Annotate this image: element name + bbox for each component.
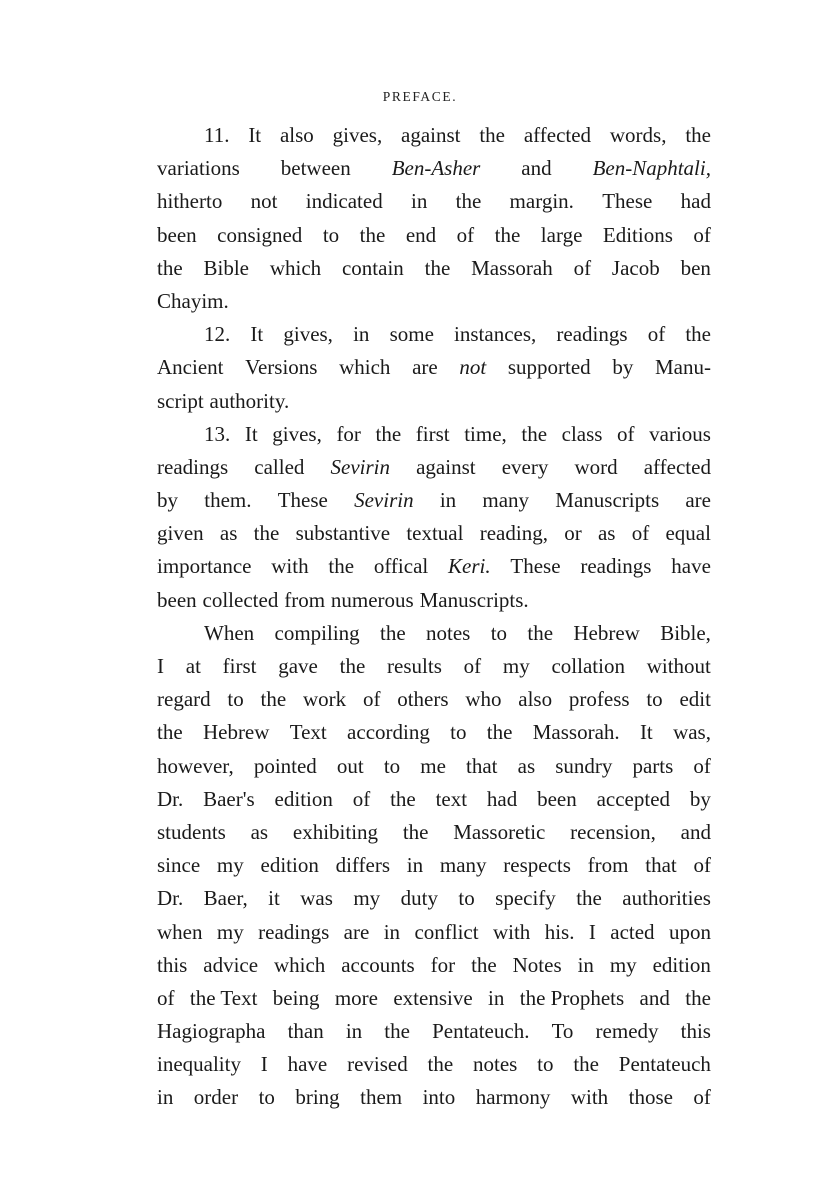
word: who bbox=[465, 687, 502, 712]
word: margin. bbox=[509, 189, 574, 214]
word: in bbox=[345, 1019, 363, 1044]
word: the bbox=[527, 620, 554, 645]
word: text bbox=[435, 786, 468, 811]
word: into bbox=[422, 1085, 456, 1110]
word: my bbox=[216, 853, 244, 878]
word: my bbox=[502, 654, 530, 678]
word: Sevirin bbox=[354, 488, 414, 513]
word: sundry bbox=[555, 753, 613, 778]
word: Dr. bbox=[157, 886, 184, 911]
word: Ben-Asher bbox=[391, 156, 481, 181]
word: It bbox=[248, 123, 262, 147]
word: than bbox=[287, 1019, 324, 1044]
word: I bbox=[260, 1052, 268, 1077]
text-line bbox=[157, 385, 711, 418]
word: Massorah. bbox=[532, 720, 620, 745]
word: specify bbox=[495, 886, 556, 911]
word: edition bbox=[274, 786, 333, 811]
text-line bbox=[157, 1048, 711, 1081]
word: regard bbox=[157, 687, 211, 712]
word: Bible bbox=[203, 255, 249, 280]
word: Ben-Naphtali, bbox=[592, 156, 711, 181]
word: to bbox=[646, 687, 663, 712]
word: offical bbox=[373, 554, 429, 579]
word: many bbox=[439, 853, 487, 878]
text-line bbox=[157, 418, 711, 451]
word: the bbox=[479, 123, 505, 147]
word: from bbox=[587, 853, 629, 878]
word: 12. bbox=[204, 322, 231, 347]
word: which bbox=[339, 355, 391, 380]
word: the bbox=[424, 255, 451, 280]
word: advice bbox=[203, 952, 259, 977]
body-text bbox=[157, 119, 711, 1115]
word: edit bbox=[679, 687, 711, 712]
word: his. bbox=[544, 919, 575, 944]
word: large bbox=[540, 222, 583, 247]
word: differs bbox=[335, 853, 391, 878]
word: and bbox=[639, 985, 670, 1010]
word: which bbox=[273, 952, 326, 977]
word: to bbox=[383, 753, 401, 778]
word: gives, bbox=[332, 123, 383, 147]
text-line bbox=[157, 783, 711, 816]
text-line bbox=[157, 750, 711, 783]
word: from bbox=[284, 587, 326, 612]
word: readings bbox=[258, 919, 330, 944]
word: this bbox=[680, 1019, 711, 1044]
word: in bbox=[406, 853, 424, 878]
word: Keri. bbox=[448, 554, 491, 579]
word: words, bbox=[609, 123, 667, 147]
text-line bbox=[157, 882, 711, 915]
word: some bbox=[389, 322, 434, 347]
word: the bbox=[471, 952, 497, 977]
word: had bbox=[486, 786, 518, 811]
word: It bbox=[250, 322, 264, 347]
word: the bbox=[157, 255, 183, 280]
word: Ancient bbox=[157, 355, 224, 380]
word: remedy bbox=[595, 1019, 659, 1044]
word: also bbox=[518, 687, 553, 712]
word: out bbox=[336, 753, 364, 778]
word: to bbox=[322, 222, 340, 247]
word: profess bbox=[568, 687, 630, 712]
word: It bbox=[639, 720, 653, 745]
word: of bbox=[647, 322, 666, 347]
word: of bbox=[157, 985, 175, 1010]
text-line bbox=[157, 252, 711, 285]
word: Sevirin bbox=[330, 454, 390, 479]
word: given bbox=[157, 521, 204, 546]
word: students bbox=[157, 819, 226, 844]
text-line bbox=[157, 451, 711, 484]
text-line bbox=[157, 949, 711, 982]
word: being bbox=[272, 985, 320, 1010]
word: however, bbox=[157, 753, 234, 778]
word: time, bbox=[464, 421, 507, 446]
word: and bbox=[680, 819, 711, 844]
text-line bbox=[157, 285, 711, 318]
word: importance bbox=[157, 554, 252, 579]
word: of bbox=[456, 222, 475, 247]
word: edition bbox=[652, 952, 711, 977]
word: of bbox=[693, 753, 711, 778]
text-line bbox=[157, 517, 711, 550]
word: Hebrew bbox=[202, 720, 270, 745]
word: been bbox=[157, 222, 197, 247]
word: Massorah bbox=[471, 255, 553, 280]
word: hitherto bbox=[157, 189, 223, 214]
word: inequality bbox=[157, 1052, 241, 1077]
word: Baer's bbox=[203, 786, 255, 811]
word: have bbox=[671, 554, 711, 579]
word: the bbox=[384, 1019, 410, 1044]
word: to bbox=[258, 1085, 275, 1110]
word: the bbox=[486, 720, 513, 745]
word: the bbox=[339, 654, 366, 678]
word: Hebrew bbox=[573, 620, 640, 645]
word: as bbox=[517, 753, 536, 778]
word: equal bbox=[665, 521, 711, 546]
word: called bbox=[254, 454, 305, 479]
word: collation bbox=[551, 654, 625, 678]
word: that bbox=[645, 853, 677, 878]
word: the bbox=[402, 819, 429, 844]
word: Manuscripts. bbox=[419, 587, 529, 612]
word: readings bbox=[157, 454, 229, 479]
word: as bbox=[250, 819, 269, 844]
word: It bbox=[244, 421, 258, 446]
word: notes bbox=[473, 1052, 518, 1077]
word: to bbox=[227, 687, 244, 712]
word: Dr. bbox=[157, 786, 184, 811]
word: the bbox=[455, 189, 482, 214]
word: These bbox=[277, 488, 328, 513]
word: have bbox=[287, 1052, 328, 1077]
word: the bbox=[573, 1052, 599, 1077]
word: extensive bbox=[393, 985, 473, 1010]
word: affected bbox=[643, 454, 711, 479]
word: for bbox=[430, 952, 456, 977]
word: more bbox=[334, 985, 378, 1010]
word: Pentateuch bbox=[618, 1052, 711, 1077]
word: harmony bbox=[475, 1085, 551, 1110]
word: in bbox=[488, 985, 505, 1010]
word: in bbox=[383, 919, 401, 944]
word: also bbox=[279, 123, 314, 147]
word: the bbox=[521, 421, 548, 446]
word: are bbox=[343, 919, 370, 944]
text-line bbox=[157, 650, 711, 683]
text-line bbox=[157, 849, 711, 882]
word: Versions bbox=[245, 355, 318, 380]
word: that bbox=[466, 753, 498, 778]
word: collected bbox=[202, 587, 279, 612]
word: These bbox=[602, 189, 653, 214]
word: the bbox=[253, 521, 280, 546]
word: been bbox=[157, 587, 197, 612]
text-line bbox=[157, 351, 711, 384]
text-line bbox=[157, 1015, 711, 1048]
word: Baer, bbox=[203, 886, 248, 911]
word: I bbox=[157, 654, 164, 678]
word: Bible, bbox=[660, 620, 711, 645]
word: order bbox=[193, 1085, 239, 1110]
text-line bbox=[157, 152, 711, 185]
word: in bbox=[410, 189, 428, 214]
word: which bbox=[269, 255, 322, 280]
word: authorities bbox=[622, 886, 711, 911]
word: the bbox=[328, 554, 355, 579]
word: and bbox=[521, 156, 552, 181]
word: the bbox=[685, 322, 711, 347]
word: those bbox=[628, 1085, 673, 1110]
word: the bbox=[375, 421, 402, 446]
word: the bbox=[494, 222, 521, 247]
word: the bbox=[390, 786, 416, 811]
word: various bbox=[649, 421, 711, 446]
text-line bbox=[157, 484, 711, 517]
word: reading, bbox=[479, 521, 548, 546]
word: in bbox=[439, 488, 457, 513]
word: Text bbox=[289, 720, 327, 745]
word: of bbox=[693, 222, 711, 247]
word: gives, bbox=[283, 322, 333, 347]
text-line bbox=[157, 119, 711, 152]
word: to bbox=[490, 620, 508, 645]
word: pointed bbox=[253, 753, 317, 778]
word: gave bbox=[278, 654, 318, 678]
word: in bbox=[157, 1085, 174, 1110]
word: was bbox=[300, 886, 333, 911]
word: affected bbox=[523, 123, 592, 147]
word: with bbox=[570, 1085, 609, 1110]
word: Hagiographa bbox=[157, 1019, 266, 1044]
word: 13. bbox=[204, 421, 231, 446]
word: of bbox=[573, 255, 592, 280]
word: for bbox=[336, 421, 361, 446]
word: Jacob bbox=[611, 255, 660, 280]
word: between bbox=[280, 156, 351, 181]
word: the Prophets bbox=[519, 985, 625, 1010]
word: the bbox=[359, 222, 386, 247]
word: When bbox=[204, 620, 255, 645]
text-line bbox=[157, 185, 711, 218]
word: first bbox=[222, 654, 257, 678]
word: recension, bbox=[570, 819, 656, 844]
word: when bbox=[157, 919, 203, 944]
word: me bbox=[420, 753, 446, 778]
word: without bbox=[646, 654, 711, 678]
word: results bbox=[387, 654, 442, 678]
word: of bbox=[631, 521, 650, 546]
text-line bbox=[157, 982, 711, 1015]
text-line bbox=[157, 916, 711, 949]
text-line bbox=[157, 1081, 711, 1114]
word: by bbox=[157, 488, 178, 513]
word: the bbox=[260, 687, 287, 712]
text-line bbox=[157, 716, 711, 749]
word: the bbox=[157, 720, 183, 745]
word: readings bbox=[580, 554, 652, 579]
word: script bbox=[157, 388, 204, 413]
word: exhibiting bbox=[292, 819, 379, 844]
word: to bbox=[458, 886, 475, 911]
word: of bbox=[352, 786, 371, 811]
word: with bbox=[492, 919, 531, 944]
word: since bbox=[157, 853, 201, 878]
word: this bbox=[157, 952, 188, 977]
word: them. bbox=[204, 488, 252, 513]
word: substantive bbox=[295, 521, 391, 546]
word: with bbox=[271, 554, 309, 579]
word: variations bbox=[157, 156, 240, 181]
word: to bbox=[537, 1052, 554, 1077]
word: upon bbox=[668, 919, 711, 944]
word: the bbox=[576, 886, 602, 911]
word: Manuscripts bbox=[555, 488, 660, 513]
word: supported bbox=[507, 355, 591, 380]
word: by bbox=[689, 786, 711, 811]
word: notes bbox=[426, 620, 471, 645]
text-line bbox=[157, 550, 711, 583]
word: at bbox=[185, 654, 201, 678]
word: consigned bbox=[217, 222, 303, 247]
word: end bbox=[405, 222, 437, 247]
word: the bbox=[685, 985, 711, 1010]
word: respects bbox=[503, 853, 571, 878]
word: of bbox=[617, 421, 635, 446]
word: the bbox=[685, 123, 711, 147]
word: against bbox=[401, 123, 461, 147]
word: class bbox=[561, 421, 603, 446]
word: 11. bbox=[204, 123, 230, 147]
word: my bbox=[353, 886, 381, 911]
word: To bbox=[551, 1019, 574, 1044]
word: it bbox=[268, 886, 280, 911]
word: are bbox=[412, 355, 438, 380]
word: not bbox=[250, 189, 278, 214]
word: are bbox=[685, 488, 711, 513]
word: others bbox=[397, 687, 449, 712]
word: revised bbox=[347, 1052, 408, 1077]
word: my bbox=[216, 919, 244, 944]
word: edition bbox=[260, 853, 319, 878]
word: first bbox=[415, 421, 450, 446]
word: every bbox=[501, 454, 549, 479]
word: according bbox=[347, 720, 430, 745]
word: was, bbox=[673, 720, 711, 745]
word: them bbox=[360, 1085, 403, 1110]
word: or bbox=[564, 521, 582, 546]
word: Notes bbox=[512, 952, 562, 977]
word: of bbox=[362, 687, 381, 712]
word: authority. bbox=[209, 388, 290, 413]
word: I bbox=[588, 919, 596, 944]
word: bring bbox=[295, 1085, 340, 1110]
word: accepted bbox=[596, 786, 671, 811]
word: gives, bbox=[272, 421, 322, 446]
word: as bbox=[597, 521, 616, 546]
word: acted bbox=[610, 919, 655, 944]
word: Pentateuch. bbox=[432, 1019, 530, 1044]
word: accounts bbox=[341, 952, 415, 977]
word: word bbox=[574, 454, 618, 479]
word: compiling bbox=[274, 620, 360, 645]
word: my bbox=[609, 952, 637, 977]
word: the bbox=[380, 620, 406, 645]
word: to bbox=[450, 720, 467, 745]
word: not bbox=[459, 355, 487, 380]
word: instances, bbox=[454, 322, 537, 347]
word: Manu- bbox=[654, 355, 711, 380]
word: of bbox=[693, 853, 711, 878]
word: indicated bbox=[305, 189, 383, 214]
word: in bbox=[577, 952, 594, 977]
word: many bbox=[482, 488, 530, 513]
word: work bbox=[302, 687, 347, 712]
word: by bbox=[612, 355, 634, 380]
word: the Text bbox=[189, 985, 258, 1010]
word: been bbox=[537, 786, 577, 811]
word: Massoretic bbox=[453, 819, 546, 844]
text-line bbox=[157, 617, 711, 650]
word: against bbox=[416, 454, 476, 479]
word: ben bbox=[680, 255, 711, 280]
word: in bbox=[353, 322, 370, 347]
word: readings bbox=[556, 322, 628, 347]
word: had bbox=[680, 189, 711, 214]
word: Chayim. bbox=[157, 288, 229, 313]
word: numerous bbox=[330, 587, 414, 612]
text-line bbox=[157, 318, 711, 351]
word: as bbox=[219, 521, 238, 546]
word: Editions bbox=[602, 222, 673, 247]
text-line bbox=[157, 584, 711, 617]
word: contain bbox=[341, 255, 404, 280]
word: These bbox=[510, 554, 561, 579]
running-head: PREFACE. bbox=[382, 89, 458, 104]
word: duty bbox=[400, 886, 438, 911]
word: conflict bbox=[414, 919, 479, 944]
word: the bbox=[427, 1052, 454, 1077]
text-line bbox=[157, 683, 711, 716]
word: textual bbox=[406, 521, 464, 546]
word: of bbox=[693, 1085, 711, 1110]
word: of bbox=[463, 654, 482, 678]
word: parts bbox=[632, 753, 674, 778]
text-line bbox=[157, 816, 711, 849]
text-line bbox=[157, 219, 711, 252]
